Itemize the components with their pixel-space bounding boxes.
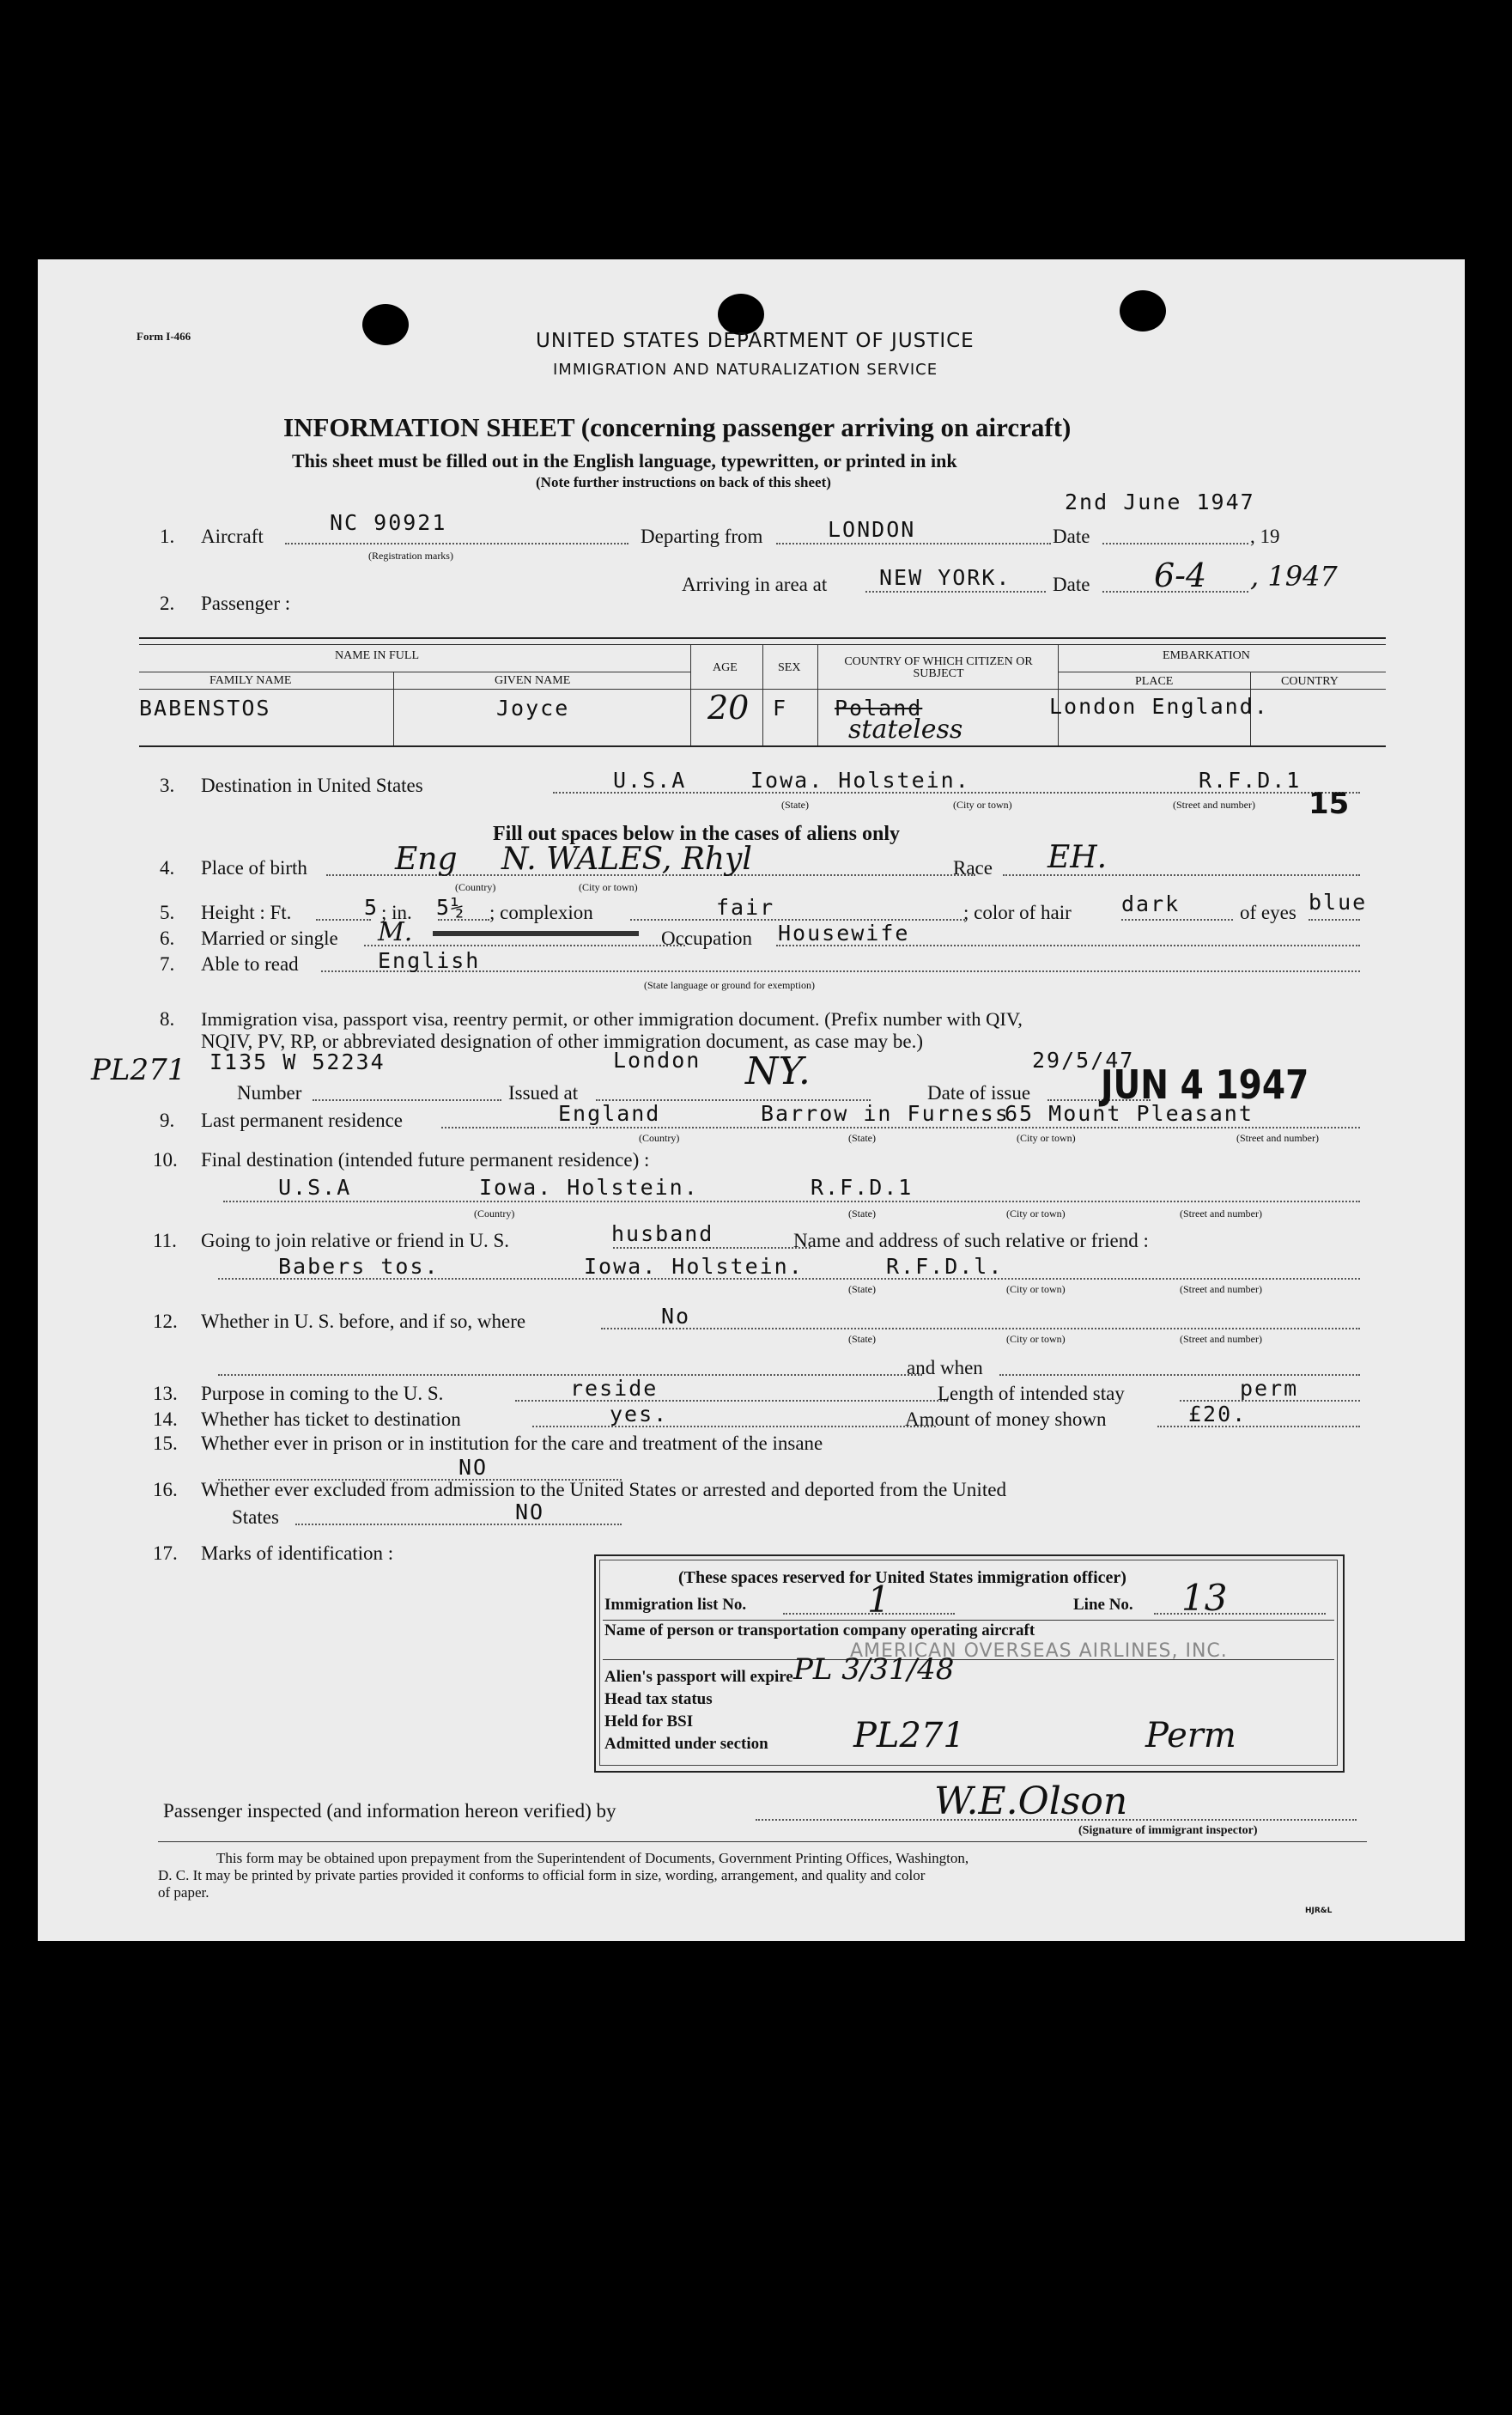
destination-label: Destination in United States [201,775,423,796]
height-in: 5½ [436,895,466,920]
date-typed: 2nd June 1947 [1065,490,1255,514]
date-issue-label: Date of issue [927,1082,1031,1104]
caption-country: (Country) [474,1208,515,1220]
prison-value: NO [458,1455,489,1480]
birth-country: Eng [395,842,458,877]
inches-label: ; in. [381,902,412,923]
issued-value: London [613,1048,701,1073]
item-number: 3. [160,775,175,796]
married-value: M. [378,917,413,947]
th-place: PLACE [1135,675,1174,688]
fill-line [316,919,371,921]
relative-name: Babers tos. [278,1254,440,1279]
fill-line [532,1426,936,1427]
read-label: Able to read [201,953,299,975]
item-number: 9. [160,1110,175,1131]
excluded-value: NO [515,1499,545,1524]
item-number: 14. [153,1408,178,1430]
table-border [817,644,818,745]
list-value: 1 [867,1579,890,1621]
th-given-name: GIVEN NAME [495,674,571,687]
item-number: 7. [160,953,175,975]
citizen-hand: stateless [848,715,963,745]
race-value: EH. [1047,840,1108,875]
join-value: husband [611,1221,714,1246]
date-stamp: JUN 4 1947 [1101,1062,1309,1108]
footer-line-2: D. C. It may be printed by private parties provided it conforms to official form in size, wording, arrangement, and quality and color [158,1867,926,1883]
departing-label: Departing from [641,526,763,547]
expire-value: PL 3/31/48 [793,1652,955,1687]
caption-city: (City or town) [1006,1333,1066,1345]
relative-city: Iowa. Holstein. [584,1254,804,1279]
fill-line [441,1127,1360,1128]
stamp-15: 15 [1309,787,1350,821]
fill-line [295,1524,622,1525]
date-year-prefix: , 19 [1250,526,1280,547]
punch-hole [718,294,764,335]
item-number: 5. [160,902,175,923]
caption-city: (City or town) [1006,1208,1066,1220]
caption-street: (Street and number) [1180,1283,1262,1295]
arrive-year-value: , 1947 [1250,560,1338,593]
residence-label: Last permanent residence [201,1110,403,1131]
fill-line [613,1247,811,1249]
box-rule [603,1620,1334,1621]
list-label: Immigration list No. [604,1596,747,1614]
item-number: 8. [160,1008,175,1030]
head-tax-label: Head tax status [604,1690,713,1708]
final-city: Iowa. Holstein. [479,1175,699,1200]
caption-state: (State) [781,799,809,811]
doc-prefix-hand: PL271 [91,1053,186,1087]
officer-box-heading: (These spaces reserved for United States immigration officer) [678,1568,1126,1587]
destination-country: U.S.A [613,768,687,793]
item-number: 12. [153,1311,178,1332]
birth-label: Place of birth [201,857,307,879]
relative-label: Name and address of such relative or friend : [793,1230,1149,1251]
purpose-value: reside [570,1376,659,1401]
excluded-label-1: Whether ever excluded from admission to the United States or arrested and deported from the United [201,1479,1007,1501]
strike-mark [433,931,639,936]
item-number: 13. [153,1383,178,1404]
page-title: INFORMATION SHEET (concerning passenger arriving on aircraft) [283,412,1072,442]
marks-label: Marks of identification : [201,1542,394,1564]
residence-street: 65 Mount Pleasant [1005,1101,1254,1126]
item-number: 15. [153,1433,178,1454]
fill-line [285,543,628,544]
caption-street: (Street and number) [1173,799,1255,811]
table-border [139,745,1386,747]
item-number: 6. [160,928,175,949]
fill-line [1154,1613,1326,1615]
box-rule [603,1659,1334,1660]
eyes-value: blue [1309,890,1368,915]
footer-line-1: This form may be obtained upon prepayment from the Superintendent of Documents, Government Printing Offices, Washington, [216,1850,969,1866]
th-name-in-full: NAME IN FULL [335,649,419,662]
join-label: Going to join relative or friend in U. S. [201,1230,509,1251]
occupation-value: Housewife [778,921,910,946]
fill-line [601,1328,1360,1329]
before-label: Whether in U. S. before, and if so, where [201,1311,526,1332]
sex-value: F [773,696,788,721]
residence-city: Barrow in Furness [761,1101,1010,1126]
fill-line [1102,543,1248,544]
table-border [690,644,691,745]
admitted-label: Admitted under section [604,1735,768,1753]
page-subtitle: This sheet must be filled out in the English language, typewritten, or printed in ink [292,450,957,471]
punch-hole [1120,290,1166,332]
page-note: (Note further instructions on back of this sheet) [536,474,831,490]
hair-value: dark [1121,891,1181,916]
item-number: 2. [160,593,175,614]
before-value: No [661,1304,691,1329]
caption-street: (Street and number) [1236,1132,1319,1144]
caption-city: (City or town) [579,881,638,893]
complexion-label: ; complexion [489,902,593,923]
arriving-label: Arriving in area at [682,574,828,595]
hair-label: ; color of hair [963,902,1072,923]
height-ft: 5 [364,895,380,920]
doc-number-value: I135 W 52234 [209,1049,386,1074]
caption-city: (City or town) [953,799,1012,811]
arrive-date-label: Date [1053,574,1090,595]
caption-state: (State) [848,1333,876,1345]
department-title: UNITED STATES DEPARTMENT OF JUSTICE [536,330,975,352]
table-border [762,644,763,745]
stay-label: Length of intended stay [938,1383,1125,1404]
excluded-label-2: States [232,1506,279,1528]
line-label: Line No. [1073,1596,1133,1614]
th-country-citizen: COUNTRY OF WHICH CITIZEN OR SUBJECT [844,655,1033,680]
signature-caption: (Signature of immigrant inspector) [1078,1824,1258,1837]
race-label: Race [953,857,993,879]
departing-value: LONDON [828,517,916,542]
read-caption: (State language or ground for exemption) [644,979,815,991]
caption-state: (State) [848,1208,876,1220]
item-number: 10. [153,1149,178,1171]
admitted-extra: Perm [1145,1716,1236,1755]
punch-hole [362,304,409,345]
caption-city: (City or town) [1006,1283,1066,1295]
fill-line [1309,919,1360,921]
service-title: IMMIGRATION AND NATURALIZATION SERVICE [553,361,938,379]
aircraft-value: NC 90921 [330,510,447,535]
when-label: and when [907,1357,983,1378]
destination-street: R.F.D.1 [1199,768,1302,793]
date-issue-value: 29/5/47 [1032,1048,1135,1073]
fill-line [223,1201,1360,1202]
arrive-date-value: 6-4 [1154,557,1207,594]
caption-state: (State) [848,1283,876,1295]
caption-city: (City or town) [1017,1132,1076,1144]
aircraft-label: Aircraft [201,526,264,547]
printer-mark: HJR&L [1305,1907,1333,1915]
inspected-label: Passenger inspected (and information hereon verified) by [163,1800,616,1822]
th-age: AGE [713,661,738,674]
registration-caption: (Registration marks) [368,550,453,562]
money-value: £20. [1188,1402,1248,1426]
item-number: 4. [160,857,175,879]
item-number: 11. [153,1230,177,1251]
arriving-value: NEW YORK. [879,565,1011,590]
caption-country: (Country) [455,881,496,893]
footer-line-3: of paper. [158,1884,209,1901]
doc-number-label: Number [237,1082,302,1104]
th-family-name: FAMILY NAME [209,674,292,687]
married-label: Married or single [201,928,338,949]
caption-street: (Street and number) [1180,1333,1262,1345]
th-embarkation: EMBARKATION [1163,649,1250,662]
stay-value: perm [1240,1376,1299,1401]
caption-state: (State) [848,1132,876,1144]
residence-country: England [558,1101,661,1126]
final-destination-label: Final destination (intended future permanent residence) : [201,1149,650,1171]
fill-line [999,1374,1360,1376]
given-name-value: Joyce [496,696,570,721]
doc-text-2: NQIV, PV, RP, or abbreviated designation of other immigration document, as case may be.) [201,1031,924,1052]
money-label: Amount of money shown [905,1408,1107,1430]
company-label: Name of person or transportation company operating aircraft [604,1621,1035,1639]
relative-street: R.F.D.l. [886,1254,1004,1279]
read-value: English [378,948,481,973]
doc-text-1: Immigration visa, passport visa, reentry permit, or other immigration document. (Prefix number with QIV, [201,1008,1023,1030]
family-name-value: BABENSTOS [139,696,271,721]
item-number: 16. [153,1479,178,1500]
expire-label: Alien's passport will expire [604,1668,793,1686]
eyes-label: of eyes [1240,902,1296,923]
fill-line [313,1099,501,1101]
final-country: U.S.A [278,1175,352,1200]
item-number: 1. [160,526,175,547]
birth-city: N. WALES, Rhyl [501,842,752,877]
bsi-label: Held for BSI [604,1712,694,1731]
embark-value: London England. [1049,694,1269,719]
destination-city: Iowa. Holstein. [750,768,970,793]
ticket-value: yes. [610,1402,669,1426]
form-number: Form I-466 [137,330,191,343]
inspector-signature: W.E.Olson [934,1779,1128,1823]
issued-label: Issued at [508,1082,579,1104]
occupation-label: Occupation [661,928,753,949]
fill-line [776,543,1051,544]
fill-line [1121,919,1233,921]
date-label: Date [1053,526,1090,547]
aliens-heading: Fill out spaces below in the cases of aliens only [493,823,901,845]
complexion-value: fair [716,895,775,920]
table-border [393,672,394,745]
final-street: R.F.D.1 [811,1175,914,1200]
th-sex: SEX [778,661,801,674]
height-label: Height : Ft. [201,902,292,923]
information-sheet [38,259,1465,1941]
company-stamp: AMERICAN OVERSEAS AIRLINES, INC. [850,1640,1228,1662]
prison-label: Whether ever in prison or in institution for the care and treatment of the insane [201,1433,823,1454]
line-value: 13 [1181,1577,1228,1619]
caption-country: (Country) [639,1132,680,1144]
table-border [139,637,1386,639]
issued-hand: NY. [745,1049,811,1093]
ticket-label: Whether has ticket to destination [201,1408,461,1430]
fill-line [865,591,1046,593]
passenger-label: Passenger : [201,593,291,614]
purpose-label: Purpose in coming to the U. S. [201,1383,444,1404]
caption-street: (Street and number) [1180,1208,1262,1220]
item-number: 17. [153,1542,178,1564]
footer-rule [158,1841,1367,1842]
citizen-value: Poland [835,696,923,721]
age-value: 20 [707,689,750,727]
th-country: COUNTRY [1281,675,1339,688]
officer-box [594,1554,1345,1773]
admitted-value: PL271 [853,1716,965,1755]
